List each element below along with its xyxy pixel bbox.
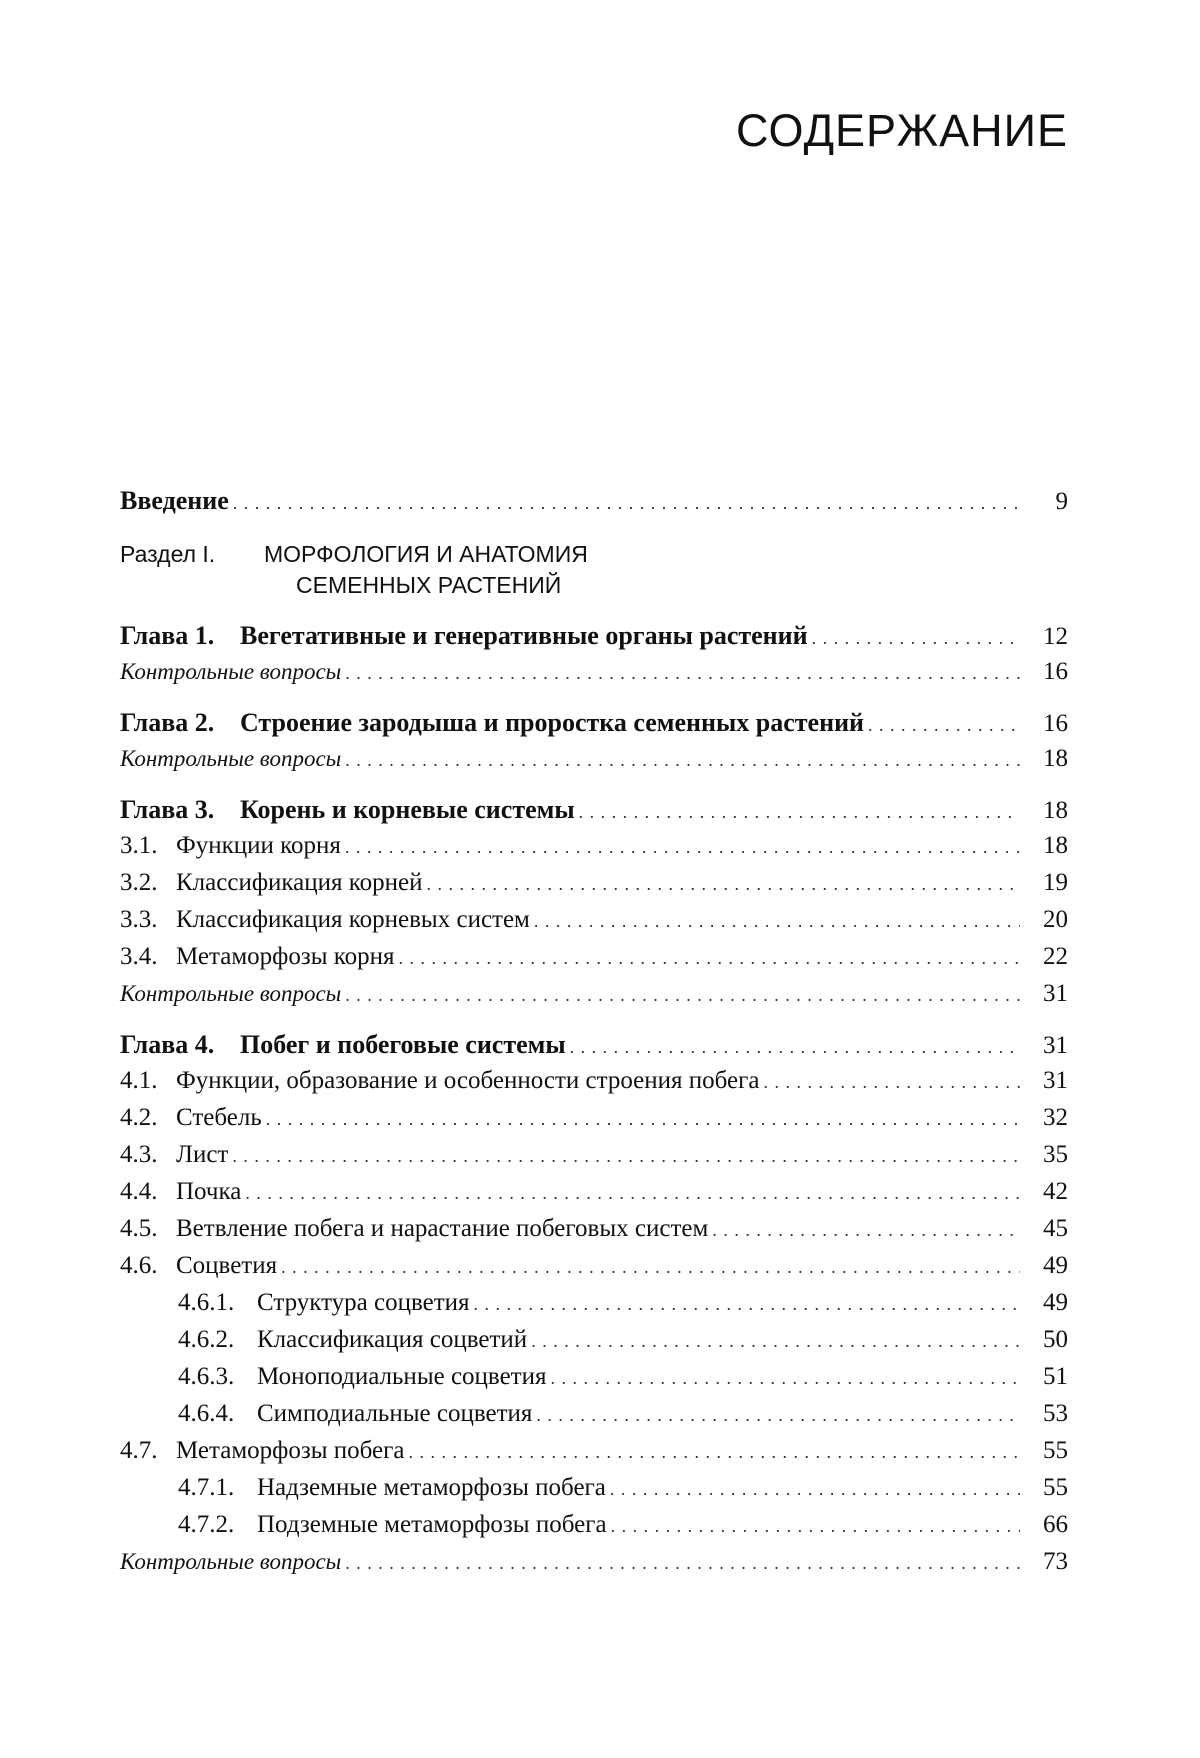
toc-entry-label: [178, 1511, 607, 1539]
toc-entry-number: 3.4.: [120, 943, 158, 970]
toc-entry-label: [120, 1141, 228, 1169]
toc-entry-text: Классификация соцветий: [257, 1326, 528, 1353]
toc-page-number: 22: [1043, 943, 1068, 970]
toc-entry-text: Классификация корневых систем: [176, 906, 530, 933]
toc-entry-sub: [120, 1474, 1068, 1511]
toc-entry-label: [178, 1400, 532, 1428]
toc-page-number: 45: [1043, 1215, 1068, 1242]
dot-leader: [534, 911, 1020, 932]
toc-entry-label: [178, 1326, 527, 1354]
dot-leader: [345, 1553, 1020, 1574]
toc-entry-text: Надземные метаморфозы побега: [257, 1474, 606, 1501]
dot-leader: [266, 1109, 1020, 1130]
toc-page-number: 18: [1043, 745, 1068, 772]
dot-leader: [570, 1037, 1020, 1058]
dot-leader: [232, 1146, 1020, 1167]
toc-entry-questions: [120, 658, 1068, 695]
toc-entry-questions: [120, 745, 1068, 782]
toc-entry-intro: [120, 486, 1068, 523]
toc-entry-label: [120, 1067, 759, 1095]
toc-entry-text: Вегетативные и генеративные органы растений: [240, 621, 808, 650]
dot-leader: [233, 493, 1020, 514]
toc-entry-sub: [120, 1363, 1068, 1400]
toc-page-number: 31: [1043, 1067, 1068, 1094]
dot-leader: [345, 750, 1020, 771]
toc-entry-section: [120, 1178, 1068, 1215]
toc-entry-section: [120, 943, 1068, 980]
dot-leader: [345, 837, 1020, 858]
toc-entry-number: 4.7.2.: [178, 1511, 235, 1538]
toc-entry-label: [178, 1363, 547, 1391]
toc-entry-label: [120, 1437, 404, 1465]
toc-page-number: 18: [1043, 832, 1068, 859]
toc-entry-label: [120, 943, 395, 971]
toc-page-number: 49: [1043, 1289, 1068, 1316]
toc-entry-text: Контрольные вопросы: [120, 659, 342, 684]
toc-page-number: 51: [1043, 1363, 1068, 1390]
toc-entry-label: [120, 746, 341, 772]
toc-entry-label: [120, 1215, 708, 1243]
toc-entry-label: [120, 659, 341, 685]
part-heading: [120, 539, 1068, 601]
dot-leader: [868, 715, 1020, 736]
toc-entry-text: Моноподиальные соцветия: [257, 1363, 547, 1390]
dot-leader: [427, 874, 1021, 895]
toc-entry-text: Контрольные вопросы: [120, 746, 342, 771]
toc-entry-section: [120, 1252, 1068, 1289]
dot-leader: [281, 1257, 1020, 1278]
toc-entry-chapter: [120, 621, 1068, 658]
toc-entry-number: 4.1.: [120, 1067, 158, 1094]
toc-page-number: 18: [1043, 797, 1068, 824]
dot-leader: [579, 802, 1020, 823]
toc-page-number: 31: [1043, 1032, 1068, 1059]
toc-entry-label: [120, 795, 575, 825]
toc-entry-number: Глава 4.: [120, 1030, 215, 1059]
dot-leader: [345, 663, 1020, 684]
part-title: [264, 539, 588, 601]
toc-entry-number: 4.3.: [120, 1141, 158, 1168]
toc-entry-label: Введение: [120, 486, 229, 515]
toc-page-number: 16: [1043, 710, 1068, 737]
toc-page-number: 12: [1043, 623, 1068, 650]
dot-leader: [531, 1331, 1020, 1352]
dot-leader: [474, 1294, 1020, 1315]
toc-page-number: 32: [1043, 1104, 1068, 1131]
toc-entry-section: [120, 1215, 1068, 1252]
dot-leader: [763, 1072, 1020, 1093]
toc-entry-text: Метаморфозы побега: [176, 1437, 405, 1464]
toc-entry-label: [178, 1474, 606, 1502]
toc-entry-section: [120, 869, 1068, 906]
dot-leader: [399, 948, 1020, 969]
table-of-contents: [120, 486, 1068, 1585]
toc-page-number: 42: [1043, 1178, 1068, 1205]
toc-entry-text: Функции, образование и особенности строения побега: [176, 1067, 760, 1094]
toc-page-number: 66: [1043, 1511, 1068, 1538]
toc-entry-label: [120, 708, 864, 738]
toc-entry-number: 4.7.1.: [178, 1474, 235, 1501]
toc-page-number: 35: [1043, 1141, 1068, 1168]
toc-page-number: 53: [1043, 1400, 1068, 1427]
dot-leader: [610, 1479, 1020, 1500]
dot-leader: [551, 1368, 1021, 1389]
toc-entry-label: [120, 621, 808, 651]
toc-entry-text: Лист: [176, 1141, 229, 1168]
toc-entry-number: 4.6.1.: [178, 1289, 235, 1316]
toc-entry-text: Метаморфозы корня: [176, 943, 395, 970]
toc-page-number: 50: [1043, 1326, 1068, 1353]
toc-page-number: 31: [1043, 980, 1068, 1007]
toc-entry-text: Почка: [176, 1178, 242, 1205]
toc-entries: [120, 621, 1068, 1585]
toc-entry-section: [120, 1437, 1068, 1474]
toc-page-number: 73: [1043, 1548, 1068, 1575]
toc-entry-label: [178, 1289, 470, 1317]
toc-entry-number: Глава 3.: [120, 795, 215, 824]
toc-entry-text: Побег и побеговые системы: [240, 1030, 566, 1059]
toc-entry-label: [120, 869, 423, 897]
dot-leader: [611, 1516, 1020, 1537]
toc-page-number: 20: [1043, 906, 1068, 933]
toc-page-number: 16: [1043, 658, 1068, 685]
toc-entry-number: Глава 1.: [120, 621, 215, 650]
toc-entry-number: 4.6.4.: [178, 1400, 235, 1427]
toc-entry-text: Классификация корней: [176, 869, 423, 896]
toc-entry-number: 4.6.2.: [178, 1326, 235, 1353]
toc-entry-text: Контрольные вопросы: [120, 981, 342, 1006]
toc-entry-questions: [120, 980, 1068, 1017]
toc-entry-sub: [120, 1289, 1068, 1326]
toc-entry-label: [120, 1252, 277, 1280]
toc-entry-text: Соцветия: [176, 1252, 278, 1279]
toc-entry-sub: [120, 1326, 1068, 1363]
part-title-line-1: МОРФОЛОГИЯ И АНАТОМИЯ: [264, 541, 588, 567]
dot-leader: [408, 1442, 1020, 1463]
toc-entry-label: [120, 906, 530, 934]
toc-entry-text: Стебель: [176, 1104, 262, 1131]
toc-entry-number: 3.2.: [120, 869, 158, 896]
dot-leader: [245, 1183, 1020, 1204]
toc-entry-section: [120, 1067, 1068, 1104]
toc-entry-chapter: [120, 1030, 1068, 1067]
toc-entry-number: 4.5.: [120, 1215, 158, 1242]
toc-page-number: 49: [1043, 1252, 1068, 1279]
toc-entry-text: Ветвление побега и нарастание побеговых систем: [176, 1215, 709, 1242]
toc-entry-chapter: [120, 795, 1068, 832]
toc-page-number: 19: [1043, 869, 1068, 896]
toc-entry-number: Глава 2.: [120, 708, 215, 737]
toc-entry-section: [120, 1104, 1068, 1141]
dot-leader: [712, 1220, 1020, 1241]
toc-entry-sub: [120, 1511, 1068, 1548]
toc-entry-chapter: [120, 708, 1068, 745]
toc-entry-number: 4.6.3.: [178, 1363, 235, 1390]
toc-entry-text: Строение зародыша и проростка семенных растений: [240, 708, 865, 737]
toc-entry-text: Подземные метаморфозы побега: [257, 1511, 607, 1538]
toc-page-number: 9: [1055, 488, 1068, 515]
toc-entry-sub: [120, 1400, 1068, 1437]
toc-entry-number: 4.7.: [120, 1437, 158, 1464]
toc-entry-number: 4.4.: [120, 1178, 158, 1205]
dot-leader: [812, 628, 1020, 649]
toc-page-number: 55: [1043, 1437, 1068, 1464]
page-title: СОДЕРЖАНИЕ: [736, 105, 1068, 156]
toc-page-number: 55: [1043, 1474, 1068, 1501]
toc-entry-label: [120, 1104, 262, 1132]
toc-entry-text: Корень и корневые системы: [240, 795, 575, 824]
toc-entry-number: 4.6.: [120, 1252, 158, 1279]
toc-entry-section: [120, 906, 1068, 943]
toc-entry-text: Функции корня: [176, 832, 341, 859]
toc-entry-label: [120, 1030, 566, 1060]
toc-entry-label: [120, 832, 341, 860]
dot-leader: [345, 985, 1020, 1006]
toc-entry-section: [120, 832, 1068, 869]
toc-entry-label: [120, 1549, 341, 1575]
toc-entry-label: [120, 981, 341, 1007]
toc-entry-number: 3.1.: [120, 832, 158, 859]
dot-leader: [536, 1405, 1020, 1426]
toc-entry-text: Контрольные вопросы: [120, 1549, 342, 1574]
toc-entry-questions: [120, 1548, 1068, 1585]
part-label: Раздел I.: [120, 541, 216, 567]
toc-entry-text: Структура соцветия: [257, 1289, 470, 1316]
toc-entry-number: 3.3.: [120, 906, 158, 933]
part-title-line-2: СЕМЕННЫХ РАСТЕНИЙ: [296, 572, 562, 598]
toc-entry-label: [120, 1178, 241, 1206]
toc-entry-section: [120, 1141, 1068, 1178]
toc-entry-text: Симподиальные соцветия: [257, 1400, 533, 1427]
toc-entry-number: 4.2.: [120, 1104, 158, 1131]
